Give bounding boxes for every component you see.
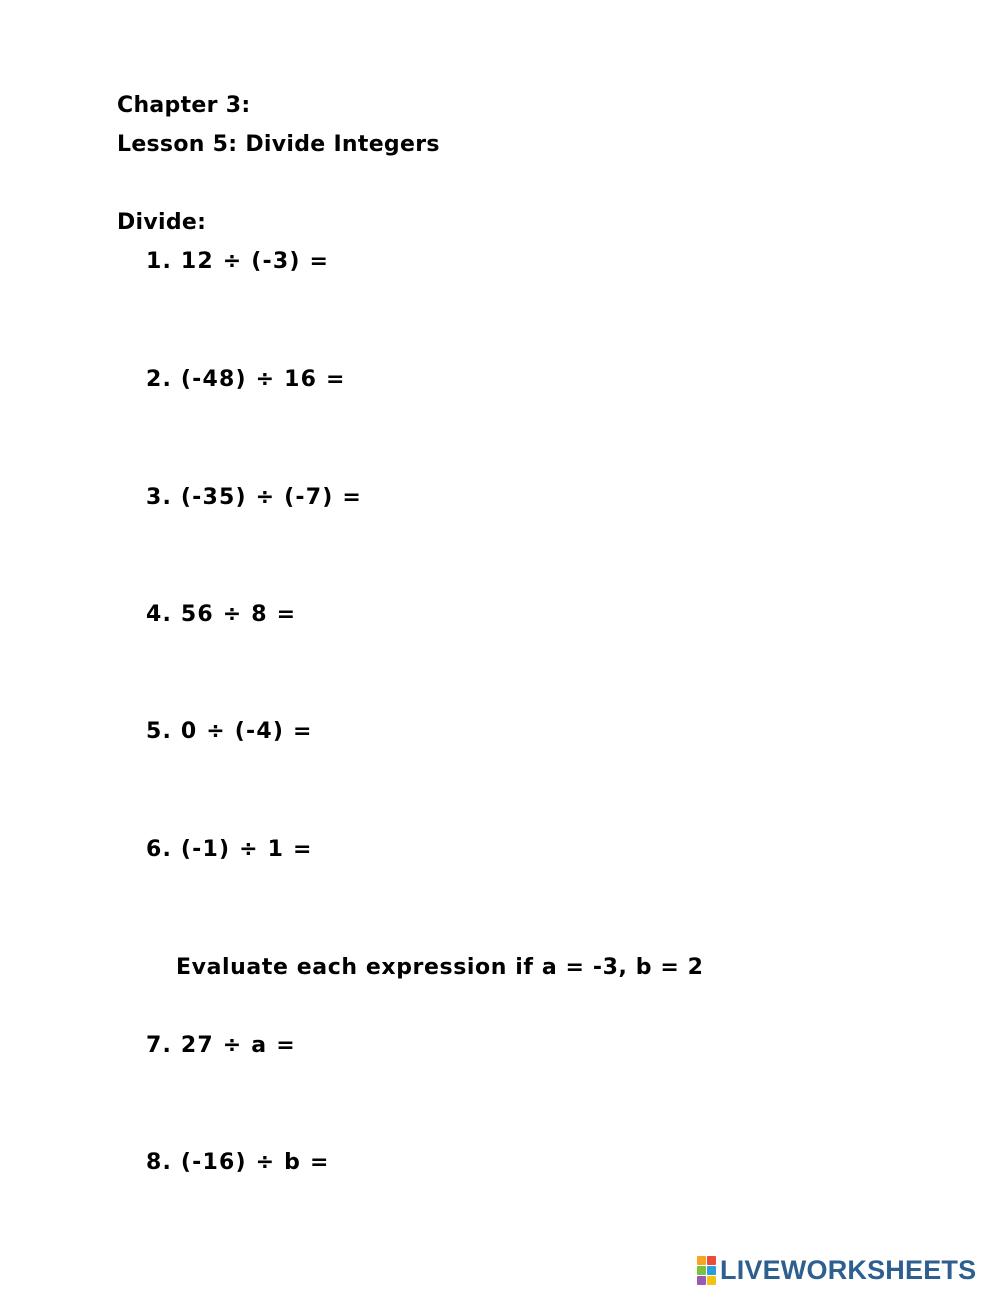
logo-tile	[697, 1276, 706, 1285]
logo-mark-icon	[697, 1256, 716, 1285]
logo-tile	[697, 1256, 706, 1265]
problem-item: 8. (-16) ÷ b =	[146, 1150, 330, 1175]
problem-item: 5. 0 ÷ (-4) =	[146, 719, 313, 744]
problem-item: 2. (-48) ÷ 16 =	[146, 367, 346, 392]
logo-text: LIVEWORKSHEETS	[720, 1254, 977, 1285]
chapter-title: Chapter 3:	[117, 93, 251, 118]
logo-tile	[707, 1266, 716, 1275]
logo-tile	[707, 1276, 716, 1285]
problem-item: 1. 12 ÷ (-3) =	[146, 249, 330, 274]
logo-tile	[697, 1266, 706, 1275]
logo-tile	[707, 1256, 716, 1265]
evaluate-instruction: Evaluate each expression if a = -3, b = 2	[176, 955, 704, 980]
lesson-title: Lesson 5: Divide Integers	[117, 132, 440, 157]
problem-item: 7. 27 ÷ a =	[146, 1033, 296, 1058]
liveworksheets-logo[interactable]	[697, 1255, 976, 1285]
section-label: Divide:	[117, 210, 207, 235]
problem-item: 3. (-35) ÷ (-7) =	[146, 485, 362, 510]
problem-item: 4. 56 ÷ 8 =	[146, 602, 297, 627]
problem-item: 6. (-1) ÷ 1 =	[146, 837, 313, 862]
